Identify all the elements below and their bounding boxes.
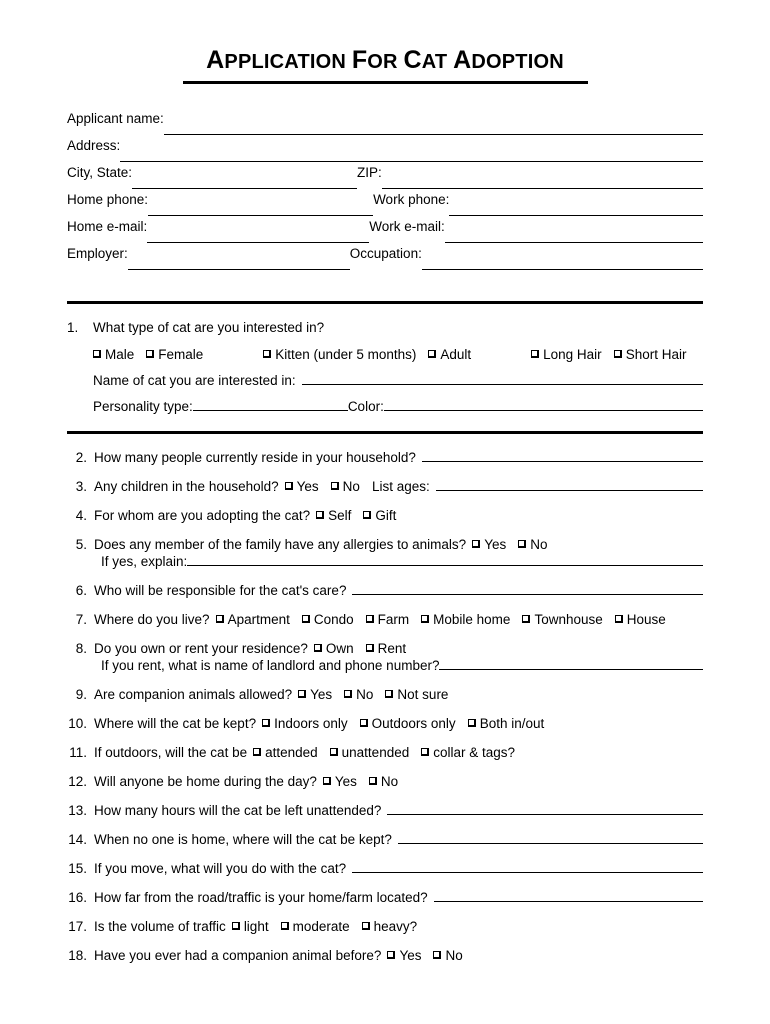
question-text: Is the volume of traffic bbox=[94, 919, 226, 935]
checkbox-label: Indoors only bbox=[274, 716, 348, 732]
checkbox-icon[interactable] bbox=[93, 350, 101, 358]
field-input-line[interactable] bbox=[128, 258, 350, 270]
checkbox-label: Female bbox=[158, 347, 204, 363]
checkbox-label: No bbox=[530, 537, 548, 553]
question-content bbox=[94, 948, 703, 963]
question-row bbox=[67, 537, 703, 552]
question-text: Where do you live? bbox=[94, 612, 210, 628]
checkbox-label: Short Hair bbox=[625, 347, 687, 363]
checkbox-label: Kitten (under 5 months) bbox=[275, 347, 417, 363]
field-right-label: Work phone: bbox=[373, 192, 450, 208]
checkbox-label: Adult bbox=[440, 347, 472, 363]
checkbox-label: Long Hair bbox=[543, 347, 602, 363]
question-text: Who will be responsible for the cat's care? bbox=[94, 583, 347, 599]
checkbox-label: Both in/out bbox=[479, 716, 545, 732]
question-number: 18. bbox=[68, 948, 87, 964]
checkbox-option-5-4[interactable] bbox=[522, 612, 602, 627]
question-row bbox=[67, 450, 703, 465]
checkbox-icon[interactable] bbox=[615, 615, 623, 623]
field-input-line[interactable] bbox=[148, 204, 373, 216]
checkbox-label: No bbox=[445, 948, 463, 964]
question-text: If outdoors, will the cat be bbox=[94, 745, 248, 761]
question-answer-line[interactable] bbox=[434, 890, 703, 902]
question-number: 6. bbox=[75, 583, 87, 599]
question-number: 12. bbox=[68, 774, 87, 790]
checkbox-icon[interactable] bbox=[522, 615, 530, 623]
title-block bbox=[67, 0, 703, 84]
checkbox-icon[interactable] bbox=[433, 951, 441, 959]
checkbox-icon[interactable] bbox=[314, 644, 322, 652]
checkbox-icon[interactable] bbox=[232, 922, 240, 930]
checkbox-option-10-1[interactable] bbox=[369, 774, 398, 789]
question-row bbox=[67, 890, 703, 905]
question-row bbox=[67, 774, 703, 789]
title-cap: A bbox=[453, 46, 472, 74]
checkbox-option-5-1[interactable] bbox=[302, 612, 354, 627]
checkbox-option-3-1[interactable] bbox=[518, 537, 547, 552]
question-text: Does any member of the family have any allergies to animals? bbox=[94, 537, 467, 553]
checkbox-icon[interactable] bbox=[366, 615, 374, 623]
field-label: City, State: bbox=[67, 165, 133, 181]
question-row bbox=[67, 803, 703, 818]
question-content bbox=[94, 612, 703, 627]
question-number: 9. bbox=[75, 687, 87, 703]
checkbox-icon[interactable] bbox=[216, 615, 224, 623]
question-trailing-label: List ages: bbox=[371, 479, 430, 495]
question-text: What type of cat are you interested in? bbox=[93, 320, 325, 336]
checkbox-option-4[interactable] bbox=[531, 347, 602, 362]
checkbox-option-9-1[interactable] bbox=[330, 745, 410, 760]
checkbox-icon[interactable] bbox=[344, 690, 352, 698]
checkbox-icon[interactable] bbox=[316, 511, 324, 519]
question-content bbox=[94, 508, 703, 523]
question-row bbox=[67, 861, 703, 876]
question-content bbox=[94, 919, 703, 934]
checkbox-label: light bbox=[243, 919, 269, 935]
question-text: Have you ever had a companion animal before? bbox=[94, 948, 382, 964]
checkbox-label: Gift bbox=[375, 508, 397, 524]
question-number: 16. bbox=[68, 890, 87, 906]
field-input-line[interactable] bbox=[147, 231, 369, 243]
checkbox-icon[interactable] bbox=[614, 350, 622, 358]
question-content bbox=[94, 583, 703, 598]
question-content bbox=[94, 479, 703, 494]
field-row bbox=[67, 165, 703, 192]
checkbox-label: Yes bbox=[334, 774, 357, 790]
title-smallcaps: PPLICATION bbox=[224, 51, 347, 73]
question-answer-line[interactable] bbox=[422, 450, 703, 462]
field-label: Address: bbox=[67, 138, 121, 154]
checkbox-icon[interactable] bbox=[362, 922, 370, 930]
checkbox-label: Yes bbox=[296, 479, 319, 495]
checkbox-icon[interactable] bbox=[302, 615, 310, 623]
field-row bbox=[67, 246, 703, 273]
checkbox-icon[interactable] bbox=[360, 719, 368, 727]
checkbox-option-9-0[interactable] bbox=[253, 745, 318, 760]
title-smallcaps: AT bbox=[421, 51, 448, 73]
checkbox-label: Male bbox=[105, 347, 135, 363]
checkbox-icon[interactable] bbox=[385, 690, 393, 698]
checkbox-label: heavy? bbox=[373, 919, 418, 935]
checkbox-icon[interactable] bbox=[263, 350, 271, 358]
title-cap: F bbox=[351, 46, 368, 74]
checkbox-option-1-0[interactable] bbox=[285, 479, 319, 494]
field-input-line[interactable] bbox=[120, 150, 703, 162]
question-text: Any children in the household? bbox=[94, 479, 279, 495]
checkbox-label: Yes bbox=[310, 687, 333, 703]
question-text: Are companion animals allowed? bbox=[94, 687, 293, 703]
checkbox-icon[interactable] bbox=[330, 748, 338, 756]
checkbox-label: No bbox=[356, 687, 374, 703]
checkbox-option-3-0[interactable] bbox=[472, 537, 506, 552]
checkbox-option-1[interactable] bbox=[146, 347, 203, 362]
field-right-label: Occupation: bbox=[349, 246, 422, 262]
checkbox-label: Rent bbox=[377, 641, 407, 657]
checkbox-icon[interactable] bbox=[387, 951, 395, 959]
cat-name-label: Name of cat you are interested in: bbox=[93, 373, 296, 389]
question-number: 17. bbox=[68, 919, 87, 935]
question-row bbox=[67, 745, 703, 760]
question-number: 2. bbox=[75, 450, 87, 466]
checkbox-option-9-2[interactable] bbox=[421, 745, 515, 760]
question-text: How many people currently reside in your household? bbox=[94, 450, 416, 466]
question-text: How far from the road/traffic is your home/farm located? bbox=[94, 890, 428, 906]
question-number: 15. bbox=[68, 861, 87, 877]
question-answer-line[interactable] bbox=[352, 861, 703, 873]
checkbox-option-7-2[interactable] bbox=[385, 687, 448, 702]
question-row bbox=[67, 716, 703, 731]
page-title bbox=[67, 47, 703, 73]
question-content bbox=[94, 687, 703, 702]
question-answer-line[interactable] bbox=[387, 803, 703, 815]
checkbox-option-5-3[interactable] bbox=[421, 612, 510, 627]
checkbox-option-5-0[interactable] bbox=[216, 612, 290, 627]
question-text: Do you own or rent your residence? bbox=[94, 641, 308, 657]
field-label: Applicant name: bbox=[67, 111, 164, 127]
question-1-options bbox=[93, 347, 703, 362]
question-number: 11. bbox=[69, 745, 87, 761]
checkbox-option-5-5[interactable] bbox=[615, 612, 666, 627]
checkbox-option-8-2[interactable] bbox=[468, 716, 545, 731]
field-input-line[interactable] bbox=[132, 177, 357, 189]
field-right-input-line[interactable] bbox=[445, 231, 703, 243]
checkbox-label: collar & tags? bbox=[433, 745, 516, 761]
checkbox-icon[interactable] bbox=[262, 719, 270, 727]
checkbox-option-7-1[interactable] bbox=[344, 687, 373, 702]
question-content bbox=[94, 803, 703, 818]
checkbox-option-2[interactable] bbox=[263, 347, 416, 362]
personality-label: Personality type: bbox=[93, 399, 193, 415]
title-cap: C bbox=[403, 46, 422, 74]
question-text: For whom are you adopting the cat? bbox=[94, 508, 311, 524]
checkbox-icon[interactable] bbox=[428, 350, 436, 358]
question-1-row bbox=[67, 320, 703, 335]
question-content bbox=[94, 774, 703, 789]
question-number: 7. bbox=[75, 612, 87, 628]
question-1-block bbox=[67, 320, 703, 414]
question-text: When no one is home, where will the cat be kept? bbox=[94, 832, 392, 848]
title-cap: A bbox=[206, 46, 225, 74]
checkbox-icon[interactable] bbox=[518, 540, 526, 548]
checkbox-label: Townhouse bbox=[534, 612, 603, 628]
checkbox-label: House bbox=[626, 612, 666, 628]
checkbox-label: Self bbox=[328, 508, 352, 524]
field-row bbox=[67, 219, 703, 246]
question-row bbox=[67, 612, 703, 627]
checkbox-option-1-1[interactable] bbox=[331, 479, 360, 494]
field-label: Home phone: bbox=[67, 192, 149, 208]
question-text-wrap bbox=[93, 320, 703, 335]
question-content bbox=[94, 641, 703, 656]
checkbox-label: No bbox=[342, 479, 360, 495]
question-sub-row bbox=[67, 554, 703, 569]
checkbox-icon[interactable] bbox=[421, 748, 429, 756]
question-row bbox=[67, 479, 703, 494]
checkbox-icon[interactable] bbox=[281, 922, 289, 930]
field-right-label: ZIP: bbox=[357, 165, 382, 181]
question-content bbox=[94, 832, 703, 847]
question-content bbox=[94, 861, 703, 876]
personality-row bbox=[93, 399, 703, 414]
field-row bbox=[67, 111, 703, 138]
checkbox-icon[interactable] bbox=[146, 350, 154, 358]
checkbox-icon[interactable] bbox=[323, 777, 331, 785]
checkbox-label: Yes bbox=[484, 537, 507, 553]
title-underline-rule bbox=[183, 81, 588, 84]
checkbox-label: Outdoors only bbox=[371, 716, 456, 732]
question-content bbox=[94, 890, 703, 905]
checkbox-icon[interactable] bbox=[331, 482, 339, 490]
question-sub-label: If yes, explain: bbox=[101, 554, 188, 570]
checkbox-label: No bbox=[380, 774, 399, 790]
field-row bbox=[67, 138, 703, 165]
checkbox-option-8-0[interactable] bbox=[262, 716, 348, 731]
question-text: If you move, what will you do with the cat? bbox=[94, 861, 347, 877]
question-row bbox=[67, 641, 703, 656]
checkbox-option-8-1[interactable] bbox=[360, 716, 456, 731]
checkbox-icon[interactable] bbox=[285, 482, 293, 490]
question-sub-input-line[interactable] bbox=[439, 658, 703, 670]
question-number: 10. bbox=[68, 716, 87, 732]
checkbox-label: moderate bbox=[292, 919, 350, 935]
personality-input-line[interactable] bbox=[193, 399, 348, 411]
question-row bbox=[67, 687, 703, 702]
question-number: 8. bbox=[75, 641, 87, 657]
section-divider-top bbox=[67, 301, 703, 304]
question-content bbox=[94, 537, 703, 552]
checkbox-option-15-2[interactable] bbox=[362, 919, 418, 934]
question-sub-label: If you rent, what is name of landlord and phone number? bbox=[101, 658, 440, 674]
checkbox-option-3[interactable] bbox=[428, 347, 471, 362]
color-label: Color: bbox=[347, 399, 384, 415]
field-input-line[interactable] bbox=[164, 123, 703, 135]
checkbox-option-2-0[interactable] bbox=[316, 508, 351, 523]
question-answer-line[interactable] bbox=[436, 479, 703, 491]
question-number: 4. bbox=[75, 508, 87, 524]
question-row bbox=[67, 583, 703, 598]
checkbox-icon[interactable] bbox=[468, 719, 476, 727]
checkbox-label: Own bbox=[325, 641, 354, 657]
title-smallcaps: DOPTION bbox=[471, 51, 564, 73]
checkbox-option-16-1[interactable] bbox=[433, 948, 462, 963]
checkbox-option-6-1[interactable] bbox=[366, 641, 407, 656]
question-answer-line[interactable] bbox=[398, 832, 703, 844]
checkbox-label: attended bbox=[265, 745, 318, 761]
field-right-label: Work e-mail: bbox=[369, 219, 445, 235]
question-sub-row bbox=[67, 658, 703, 673]
checkbox-icon[interactable] bbox=[531, 350, 539, 358]
checkbox-option-15-0[interactable] bbox=[232, 919, 269, 934]
questions-list bbox=[67, 450, 703, 963]
checkbox-icon[interactable] bbox=[366, 644, 374, 652]
checkbox-option-0[interactable] bbox=[93, 347, 134, 362]
title-smallcaps: OR bbox=[367, 51, 398, 73]
checkbox-option-2-1[interactable] bbox=[363, 508, 396, 523]
section-divider-middle bbox=[67, 431, 703, 434]
question-sub-input-line[interactable] bbox=[187, 554, 703, 566]
checkbox-label: unattended bbox=[341, 745, 410, 761]
checkbox-icon[interactable] bbox=[369, 777, 377, 785]
question-content bbox=[94, 745, 703, 760]
checkbox-option-15-1[interactable] bbox=[281, 919, 350, 934]
field-right-input-line[interactable] bbox=[449, 204, 703, 216]
field-row bbox=[67, 192, 703, 219]
checkbox-option-6-0[interactable] bbox=[314, 641, 354, 656]
field-label: Home e-mail: bbox=[67, 219, 148, 235]
checkbox-option-7-0[interactable] bbox=[298, 687, 332, 702]
field-right-input-line[interactable] bbox=[382, 177, 703, 189]
checkbox-label: Apartment bbox=[227, 612, 290, 628]
question-number: 1. bbox=[67, 320, 79, 336]
question-content bbox=[94, 716, 703, 731]
checkbox-option-10-0[interactable] bbox=[323, 774, 357, 789]
cat-name-row bbox=[93, 373, 703, 388]
question-content bbox=[94, 450, 703, 465]
checkbox-option-5-2[interactable] bbox=[366, 612, 410, 627]
checkbox-icon[interactable] bbox=[253, 748, 261, 756]
checkbox-option-16-0[interactable] bbox=[387, 948, 421, 963]
question-row bbox=[67, 832, 703, 847]
checkbox-label: Farm bbox=[377, 612, 410, 628]
question-row bbox=[67, 919, 703, 934]
question-number: 14. bbox=[68, 832, 87, 848]
field-right-input-line[interactable] bbox=[422, 258, 703, 270]
checkbox-label: Mobile home bbox=[433, 612, 511, 628]
question-text: Where will the cat be kept? bbox=[94, 716, 257, 732]
field-label: Employer: bbox=[67, 246, 128, 262]
question-number: 3. bbox=[75, 479, 87, 495]
checkbox-icon[interactable] bbox=[421, 615, 429, 623]
checkbox-icon[interactable] bbox=[298, 690, 306, 698]
checkbox-icon[interactable] bbox=[472, 540, 480, 548]
question-row bbox=[67, 948, 703, 963]
question-row bbox=[67, 508, 703, 523]
checkbox-label: Yes bbox=[399, 948, 422, 964]
color-input-line[interactable] bbox=[384, 399, 703, 411]
applicant-header-fields bbox=[67, 111, 703, 273]
question-text: How many hours will the cat be left unattended? bbox=[94, 803, 382, 819]
question-number: 5. bbox=[75, 537, 87, 553]
checkbox-label: Condo bbox=[313, 612, 354, 628]
cat-name-input-line[interactable] bbox=[302, 373, 703, 385]
checkbox-option-5[interactable] bbox=[614, 347, 687, 362]
question-text: Will anyone be home during the day? bbox=[94, 774, 317, 790]
checkbox-label: Not sure bbox=[397, 687, 449, 703]
checkbox-icon[interactable] bbox=[363, 511, 371, 519]
question-answer-line[interactable] bbox=[352, 583, 703, 595]
question-number: 13. bbox=[68, 803, 87, 819]
